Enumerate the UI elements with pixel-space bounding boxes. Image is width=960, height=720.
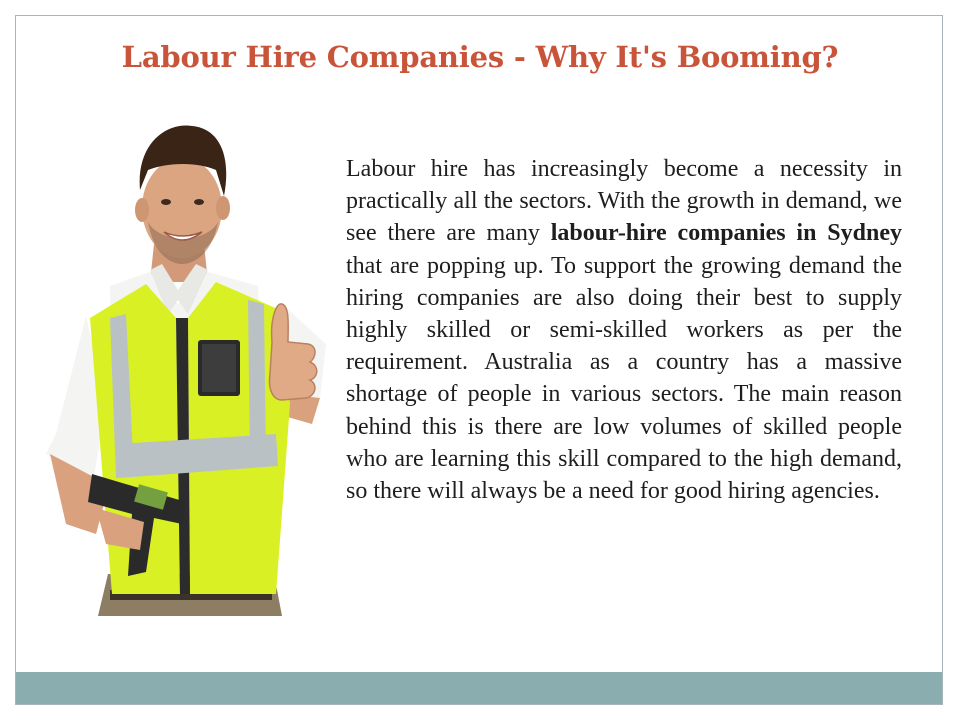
- left-ear: [135, 198, 149, 222]
- worker-thumbs-up-photo: [36, 104, 332, 616]
- right-eye: [194, 199, 204, 205]
- right-ear: [216, 196, 230, 220]
- left-eye: [161, 199, 171, 205]
- body-text-rest: that are popping up. To support the growing demand the hiring companies are also doing their best to supply highly skilled or semi-skilled workers as per the requirement. Australia as a country has a massive shortage of people in various sectors. The main reason behind this is there are low volumes of skilled people who are learning this skill compared to the high demand, so there will always be a need for good hiring agencies.: [346, 252, 902, 505]
- body-text-intro: Labour hire has increasingly become a necessity in practically all the sectors. With the growth in demand, we see there are many: [346, 156, 902, 247]
- footer-bar: [16, 672, 942, 704]
- body-paragraph: [346, 153, 902, 507]
- body-text-highlight: labour-hire companies in Sydney: [550, 220, 902, 247]
- slide-title: Labour Hire Companies - Why It's Booming?: [121, 40, 839, 74]
